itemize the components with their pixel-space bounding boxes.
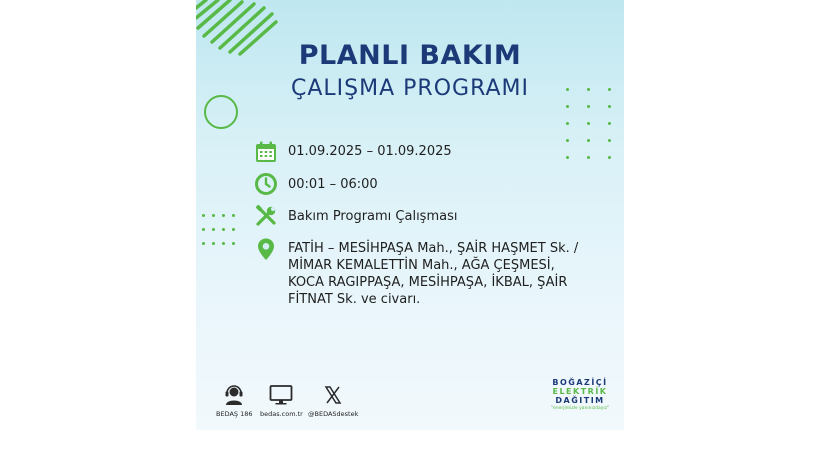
date-row (254, 140, 452, 164)
brand-logo (548, 378, 612, 411)
brand-line: BOĞAZİÇİ (552, 378, 608, 387)
web-link[interactable]: bedas.com.tr (260, 410, 303, 418)
location-pin-icon (254, 236, 278, 262)
brand-line: DAĞITIM (555, 396, 605, 405)
footer-web[interactable] (260, 385, 303, 418)
location-line: FİTNAT Sk. ve civarı. (288, 292, 421, 307)
footer-social[interactable] (308, 385, 358, 418)
social-handle[interactable]: @BEDASdestek (308, 410, 359, 418)
brand-line: ELEKTRİK (552, 387, 608, 396)
title-sub: ÇALIŞMA PROGRAMI (291, 76, 529, 101)
location-line: MİMAR KEMALETTİN Mah., AĞA ÇEŞMESİ, (288, 258, 555, 273)
title-main: PLANLI BAKIM (298, 40, 522, 71)
maintenance-card (196, 0, 624, 430)
date-range: 01.09.2025 – 01.09.2025 (288, 144, 452, 159)
work-row (254, 204, 457, 228)
footer-phone (216, 385, 253, 418)
location-text (288, 240, 578, 308)
tools-icon (254, 204, 278, 228)
work-description: Bakım Programı Çalışması (288, 209, 458, 224)
phone-label: BEDAŞ 186 (216, 410, 253, 418)
location-row (254, 236, 578, 308)
location-line: FATİH – MESİHPAŞA Mah., ŞAİR HAŞMET Sk. / (288, 241, 579, 256)
monitor-icon (269, 385, 293, 405)
calendar-icon (254, 140, 278, 164)
time-row (254, 172, 378, 196)
brand-slogan: "enerjimizle yanınızdayız" (550, 406, 610, 411)
x-logo-icon (323, 385, 343, 405)
time-range: 00:01 – 06:00 (288, 177, 378, 192)
clock-icon (254, 172, 278, 196)
headset-icon (223, 385, 245, 405)
location-line: KOCA RAGIPPAŞA, MESİHPAŞA, İKBAL, ŞAİR (288, 275, 568, 290)
